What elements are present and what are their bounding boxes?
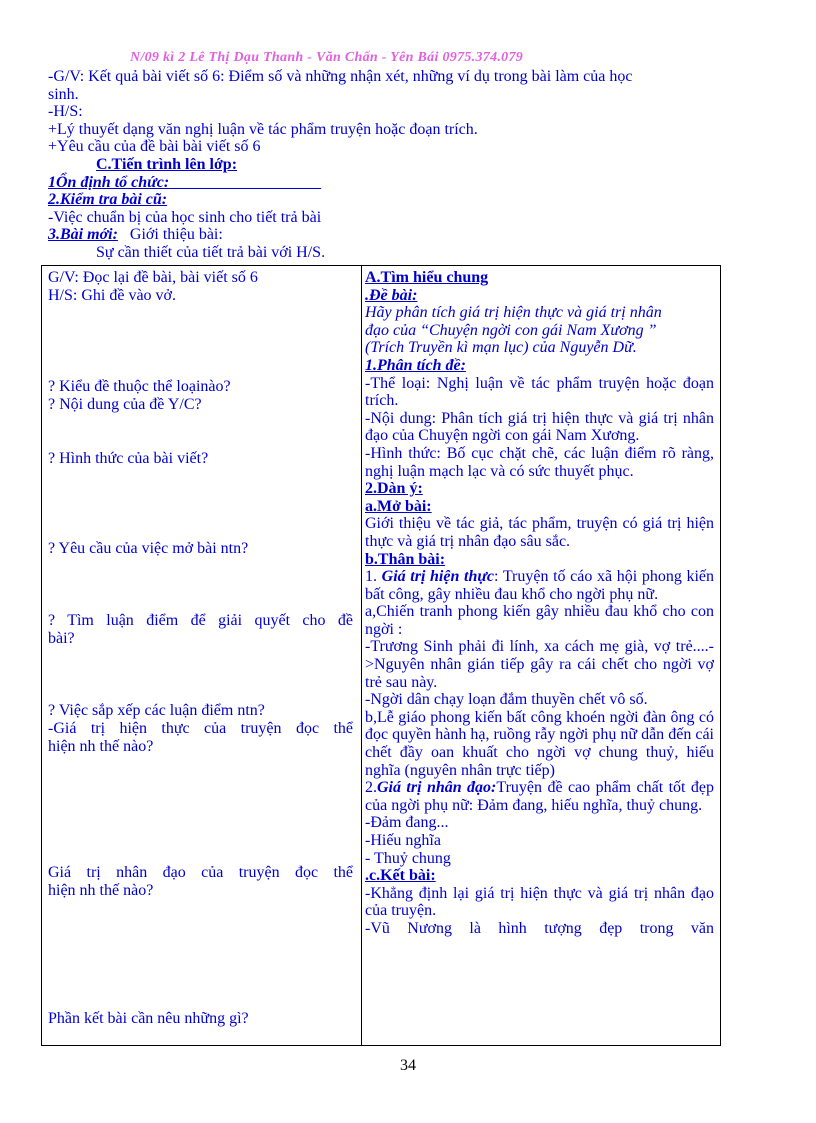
item-2-label: 2.Kiểm tra bài cũ: [48, 191, 168, 209]
conclusion-heading: .c.Kết bài: [365, 867, 436, 885]
item-1-blank [169, 174, 321, 191]
item-2 [48, 191, 773, 209]
content-column [365, 269, 714, 938]
intro-line: +Lý thuyết dạng văn nghị luận về tác phẩm truyện hoặc đoạn trích. [48, 120, 478, 138]
de-bai-text-3: (Trích Truyền kì mạn lục) của Nguyễn Dữ. [365, 339, 637, 357]
intro-line: -G/V: Kết quả bài viết số 6: Điểm số và những nhận xét, những ví dụ trong bài làm của học [48, 68, 633, 85]
question-form: ? Hình thức của bài viết? [48, 450, 209, 467]
item-3-label: 3.Bài mới: [48, 226, 118, 244]
item-3 [48, 226, 773, 244]
question-humanism-cont: hiện nh thế nào? [48, 882, 154, 899]
intro-heading: a.Mở bài: [365, 497, 432, 515]
column-divider [361, 266, 362, 1045]
question-realism-cont: hiện nh thế nào? [48, 738, 154, 755]
left-gv: G/V: Đọc lại đề bài, bài viết số 6 [48, 269, 258, 286]
item-2-text: -Việc chuẩn bị của học sinh cho tiết trả bài [48, 208, 322, 226]
analysis-genre: -Thể loại: Nghị luận về tác phẩm truyện hoặc đoạn trích. [365, 374, 714, 410]
intro-line: sinh. [48, 85, 79, 103]
humanism-paragraph [365, 779, 714, 814]
question-content: ? Nội dung của đề Y/C? [48, 396, 202, 413]
question-humanism: Giá trị nhân đạo của truyện đọc thể [48, 864, 353, 881]
question-conclusion: Phần kết bài cần nêu những gì? [48, 1010, 249, 1027]
war-point: a,Chiến tranh phong kiến gây nhiều đau khổ cho con ngời : [365, 603, 714, 638]
intro-text: Giới thiệu về tác giả, tác phẩm, truyện có giá trị hiện thực và giá trị nhân đạo sâu sắc. [365, 515, 714, 550]
section-a-title: A.Tìm hiểu chung [365, 269, 489, 286]
realism-num: 1. [365, 568, 382, 586]
left-hs: H/S: Ghi đề vào vở. [48, 287, 177, 304]
de-bai-text-2: đạo của “Chuyện ngời con gái Nam Xương ” [365, 321, 657, 339]
teacher-column [42, 266, 361, 1045]
de-bai-text-1: Hãy phân tích giá trị hiện thực và giá trị nhân [365, 304, 662, 322]
realism-label: Giá trị hiện thực [381, 568, 495, 586]
lesson-table [41, 265, 721, 1046]
section-c-title: C.Tiến trình lên lớp: [96, 155, 238, 173]
body-heading: b.Thân bài: [365, 550, 446, 568]
question-arguments-cont: bài? [48, 630, 75, 647]
conclusion-2: -Vũ Nương là hình tượng đẹp trong văn [365, 919, 714, 937]
analysis-content: -Nội dung: Phân tích giá trị hiện thực và giá trị nhân đạo của Chuyện ngời con gái Nam Xương. [365, 409, 714, 445]
analysis-form: -Hình thức: Bố cục chặt chẽ, các luận điểm rõ ràng, nghị luận mạch lạc và có sức thuyết phục. [365, 444, 714, 480]
intro-line: -H/S: [48, 103, 83, 121]
item-1 [48, 174, 773, 192]
page-number: 34 [400, 1057, 416, 1074]
item-3-line2: Sự cần thiết của tiết trả bài với H/S. [96, 243, 326, 261]
lesson-intro [48, 68, 773, 262]
virtue-3: - Thuỷ chung [365, 849, 451, 867]
question-arguments: ? Tìm luận điểm để giải quyết cho đề [48, 612, 353, 629]
question-order: ? Việc sắp xếp các luận điểm ntn? [48, 702, 265, 719]
feudal-point: b,Lễ giáo phong kiến bất công khoén ngời đàn ông có đọc quyền hành hạ, ruồng rẫy ngời phụ nữ dẫn đến cái chết đầy oan khuất cho ngời vợ chung thuỷ, hiếu nghĩa (nguyên nhân trực tiếp) [365, 708, 714, 779]
humanism-text: Truyện đề cao phẩm chất tốt đẹp của ngời phụ nữ: Đảm đang, hiếu nghĩa, thuỷ chung. [365, 779, 715, 814]
item-3-text: Giới thiệu bài: [129, 226, 223, 244]
humanism-label: Giá trị nhân đạo: [377, 779, 497, 797]
intro-line: +Yêu cầu của đề bài bài viết số 6 [48, 138, 261, 156]
war-point-1: -Trương Sinh phải đi lính, xa cách mẹ già, vợ trẻ....->Nguyên nhân gián tiếp gây ra cái chết cho ngời vợ trẻ sau này. [365, 638, 714, 691]
running-header: N/09 kì 2 Lê Thị Dạu Thanh - Văn Chấn - Yên Bái 0975.374.079 [130, 50, 524, 65]
conclusion-1: -Khẳng định lại giá trị hiện thực và giá trị nhân đạo của truyện. [365, 884, 714, 920]
virtue-2: -Hiếu nghĩa [365, 832, 441, 849]
realism-text: : Truyện tố cáo xã hội phong kiến bất công, gây nhiều đau khổ cho ngời phụ nữ. [365, 568, 714, 603]
humanism-num: 2. [365, 779, 377, 797]
question-genre: ? Kiểu đề thuộc thể loạinào? [48, 378, 231, 395]
question-intro: ? Yêu cầu của việc mở bài ntn? [48, 540, 249, 557]
war-point-2: -Ngời dân chạy loạn đắm thuyền chết vô số. [365, 691, 648, 709]
realism-paragraph [365, 568, 714, 603]
de-bai-heading: .Đề bài: [365, 286, 418, 304]
outline-heading: 2.Dàn ý: [365, 480, 423, 498]
virtue-1: -Đảm đang... [365, 814, 449, 832]
item-1-label: 1Ổn định tổ chức: [48, 173, 170, 191]
question-realism: -Giá trị hiện thực của truyện đọc thể [48, 720, 353, 737]
analysis-heading: 1.Phân tích đề: [365, 356, 466, 374]
